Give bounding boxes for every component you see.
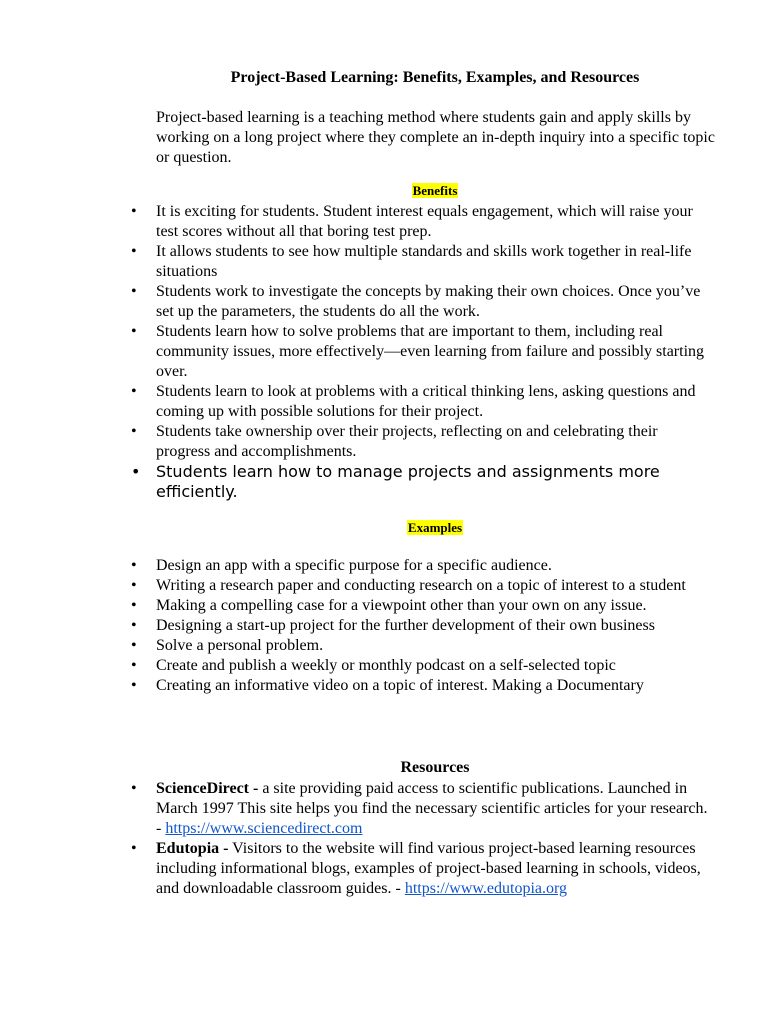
example-text: Design an app with a specific purpose for a specific audience. xyxy=(156,557,552,574)
benefits-list xyxy=(131,202,711,502)
list-item xyxy=(131,382,711,422)
bullet-icon: • xyxy=(131,577,137,594)
bullet-icon: • xyxy=(131,780,137,797)
list-item xyxy=(131,322,711,382)
example-text: Solve a personal problem. xyxy=(156,637,324,654)
edutopia-link[interactable]: https://www.edutopia.org xyxy=(404,880,568,897)
list-item xyxy=(131,616,711,636)
benefit-text: It allows students to see how multiple standards and skills work together in real-life situations xyxy=(156,243,692,280)
bullet-icon: • xyxy=(131,657,137,674)
list-item xyxy=(131,779,711,839)
list-item xyxy=(131,282,711,322)
bullet-icon: • xyxy=(131,677,137,694)
benefit-text: Students work to investigate the concepts by making their own choices. Once you’ve set up the parameters, the students do all the work. xyxy=(156,283,701,320)
benefit-text: It is exciting for students. Student interest equals engagement, which will raise your test scores without all that boring test prep. xyxy=(156,203,693,240)
example-text: Creating an informative video on a topic of interest. Making a Documentary xyxy=(156,677,644,694)
list-item xyxy=(131,462,711,502)
list-item xyxy=(131,556,711,576)
bullet-icon: • xyxy=(131,462,141,481)
bullet-icon: • xyxy=(131,283,137,300)
bullet-icon: • xyxy=(131,637,137,654)
resources-list xyxy=(131,779,711,899)
example-text: Writing a research paper and conducting research on a topic of interest to a student xyxy=(156,577,686,594)
list-item xyxy=(131,596,711,616)
list-item xyxy=(131,242,711,282)
resource-description: a site providing paid access to scientific publications. Launched in March 1997 This site helps you find the necessary scientific articles for your research. - xyxy=(156,780,708,837)
list-item xyxy=(131,676,711,696)
list-item xyxy=(131,656,711,676)
examples-list xyxy=(131,556,711,696)
bullet-icon: • xyxy=(131,597,137,614)
bullet-icon: • xyxy=(131,557,137,574)
bullet-icon: • xyxy=(131,840,137,857)
examples-heading-label: Examples xyxy=(407,520,463,535)
document-title: Project-Based Learning: Benefits, Examples, and Resources xyxy=(230,69,640,86)
resource-description: Visitors to the website will find various project-based learning resources including informational blogs, examples of project-based learning in schools, videos, and downloadable classroom guides. - xyxy=(156,840,701,897)
benefit-text: Students learn to look at problems with a critical thinking lens, asking questions and coming up with possible solutions for their project. xyxy=(156,383,696,420)
bullet-icon: • xyxy=(131,203,137,220)
list-item xyxy=(131,202,711,242)
bullet-icon: • xyxy=(131,383,137,400)
benefit-text: Students take ownership over their projects, reflecting on and celebrating their progress and accomplishments. xyxy=(156,423,658,460)
benefits-heading xyxy=(0,182,768,200)
benefit-text: Students learn how to solve problems that are important to them, including real community issues, more effectively—even learning from failure and possibly starting over. xyxy=(156,323,705,380)
resource-name: ScienceDirect - xyxy=(156,780,259,797)
resource-name: Edutopia - xyxy=(156,840,229,857)
example-text: Designing a start-up project for the further development of their own business xyxy=(156,617,655,634)
bullet-icon: • xyxy=(131,323,137,340)
example-text: Create and publish a weekly or monthly podcast on a self-selected topic xyxy=(156,657,616,674)
example-text: Making a compelling case for a viewpoint other than your own on any issue. xyxy=(156,597,647,614)
list-item xyxy=(131,636,711,656)
examples-heading xyxy=(0,519,768,537)
intro-paragraph: Project-based learning is a teaching method where students gain and apply skills by working on a long project where they complete an in-depth inquiry into a specific topic or question. xyxy=(156,109,715,166)
bullet-icon: • xyxy=(131,617,137,634)
resources-heading: Resources xyxy=(400,759,470,776)
list-item xyxy=(131,576,711,596)
benefit-text: Students learn how to manage projects and assignments more efficiently. xyxy=(156,462,660,501)
list-item xyxy=(131,422,711,462)
sciencedirect-link[interactable]: https://www.sciencedirect.com xyxy=(165,820,363,837)
bullet-icon: • xyxy=(131,243,137,260)
list-item xyxy=(131,839,711,899)
bullet-icon: • xyxy=(131,423,137,440)
benefits-heading-label: Benefits xyxy=(412,183,458,198)
